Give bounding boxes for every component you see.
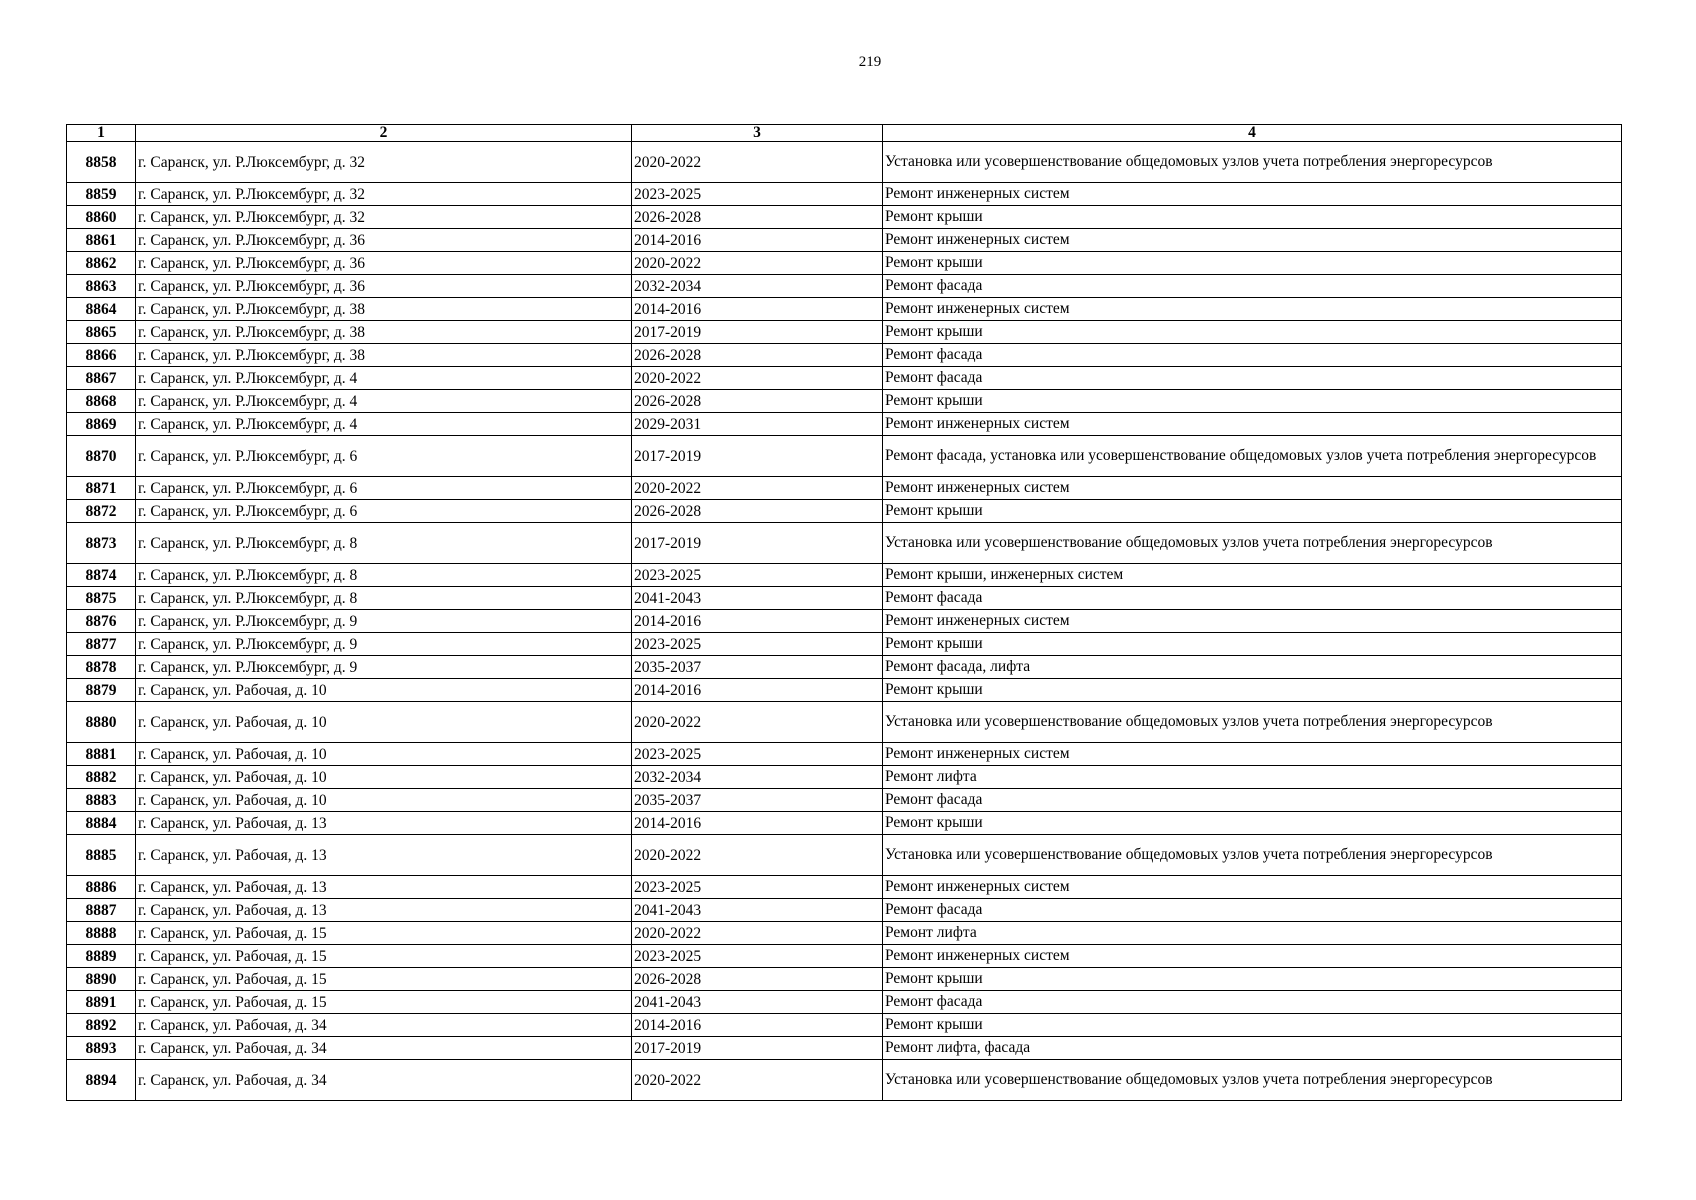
header-col-2: 2: [136, 125, 632, 142]
table-row: [67, 945, 1622, 968]
row-number: 8867: [67, 367, 136, 390]
table-row: [67, 564, 1622, 587]
row-number: 8866: [67, 344, 136, 367]
row-number: 8862: [67, 252, 136, 275]
table-row: [67, 656, 1622, 679]
row-address: г. Саранск, ул. Рабочая, д. 15: [136, 922, 632, 945]
row-work-type: Ремонт инженерных систем: [883, 743, 1622, 766]
row-work-type: Ремонт инженерных систем: [883, 876, 1622, 899]
row-number: 8861: [67, 229, 136, 252]
row-number: 8891: [67, 991, 136, 1014]
table-row: [67, 610, 1622, 633]
row-work-type: Установка или усовершенствование общедомовых узлов учета потребления энергоресурсов: [883, 702, 1622, 743]
row-number: 8883: [67, 789, 136, 812]
row-number: 8870: [67, 436, 136, 477]
table-row: [67, 922, 1622, 945]
row-period: 2020-2022: [632, 922, 883, 945]
row-work-type: Установка или усовершенствование общедомовых узлов учета потребления энергоресурсов: [883, 835, 1622, 876]
row-address: г. Саранск, ул. Р.Люксембург, д. 6: [136, 477, 632, 500]
row-period: 2041-2043: [632, 899, 883, 922]
table-row: [67, 633, 1622, 656]
table-row: [67, 968, 1622, 991]
row-period: 2041-2043: [632, 991, 883, 1014]
row-period: 2023-2025: [632, 633, 883, 656]
repair-schedule-table: [66, 124, 1622, 1101]
row-period: 2014-2016: [632, 679, 883, 702]
row-period: 2041-2043: [632, 587, 883, 610]
row-work-type: Ремонт крыши: [883, 500, 1622, 523]
row-number: 8889: [67, 945, 136, 968]
row-period: 2020-2022: [632, 702, 883, 743]
row-work-type: Ремонт крыши: [883, 633, 1622, 656]
table-row: [67, 702, 1622, 743]
table-row: [67, 789, 1622, 812]
row-number: 8859: [67, 183, 136, 206]
row-number: 8886: [67, 876, 136, 899]
table-body: [67, 142, 1622, 1101]
row-work-type: Ремонт фасада: [883, 587, 1622, 610]
row-address: г. Саранск, ул. Р.Люксембург, д. 36: [136, 275, 632, 298]
row-period: 2014-2016: [632, 610, 883, 633]
table-row: [67, 367, 1622, 390]
table-row: [67, 1037, 1622, 1060]
row-work-type: Ремонт фасада: [883, 275, 1622, 298]
table-row: [67, 229, 1622, 252]
table-row: [67, 587, 1622, 610]
row-address: г. Саранск, ул. Рабочая, д. 13: [136, 899, 632, 922]
row-address: г. Саранск, ул. Р.Люксембург, д. 36: [136, 252, 632, 275]
table-row: [67, 743, 1622, 766]
row-period: 2017-2019: [632, 321, 883, 344]
row-address: г. Саранск, ул. Р.Люксембург, д. 8: [136, 587, 632, 610]
row-work-type: Ремонт крыши: [883, 321, 1622, 344]
row-number: 8875: [67, 587, 136, 610]
table-row: [67, 390, 1622, 413]
row-period: 2032-2034: [632, 275, 883, 298]
header-col-1: 1: [67, 125, 136, 142]
table-row: [67, 812, 1622, 835]
row-period: 2035-2037: [632, 789, 883, 812]
row-address: г. Саранск, ул. Р.Люксембург, д. 9: [136, 610, 632, 633]
table-row: [67, 835, 1622, 876]
row-address: г. Саранск, ул. Р.Люксембург, д. 32: [136, 183, 632, 206]
row-address: г. Саранск, ул. Р.Люксембург, д. 4: [136, 413, 632, 436]
row-number: 8863: [67, 275, 136, 298]
row-number: 8885: [67, 835, 136, 876]
row-work-type: Ремонт фасада: [883, 789, 1622, 812]
row-work-type: Ремонт инженерных систем: [883, 610, 1622, 633]
row-address: г. Саранск, ул. Рабочая, д. 34: [136, 1037, 632, 1060]
table-row: [67, 252, 1622, 275]
row-number: 8869: [67, 413, 136, 436]
table-row: [67, 298, 1622, 321]
row-number: 8858: [67, 142, 136, 183]
row-address: г. Саранск, ул. Р.Люксембург, д. 9: [136, 656, 632, 679]
row-address: г. Саранск, ул. Рабочая, д. 34: [136, 1014, 632, 1037]
table-row: [67, 321, 1622, 344]
header-col-4: 4: [883, 125, 1622, 142]
row-number: 8865: [67, 321, 136, 344]
table-header-row: [67, 125, 1622, 142]
row-period: 2029-2031: [632, 413, 883, 436]
row-period: 2026-2028: [632, 206, 883, 229]
row-work-type: Ремонт фасада: [883, 899, 1622, 922]
row-number: 8894: [67, 1060, 136, 1101]
row-number: 8872: [67, 500, 136, 523]
row-period: 2023-2025: [632, 183, 883, 206]
row-address: г. Саранск, ул. Р.Люксембург, д. 32: [136, 206, 632, 229]
row-period: 2026-2028: [632, 500, 883, 523]
row-address: г. Саранск, ул. Р.Люксембург, д. 38: [136, 321, 632, 344]
row-address: г. Саранск, ул. Рабочая, д. 15: [136, 945, 632, 968]
table-row: [67, 183, 1622, 206]
row-period: 2020-2022: [632, 1060, 883, 1101]
table-row: [67, 876, 1622, 899]
row-work-type: Ремонт фасада: [883, 367, 1622, 390]
row-number: 8877: [67, 633, 136, 656]
row-period: 2023-2025: [632, 876, 883, 899]
row-work-type: Установка или усовершенствование общедомовых узлов учета потребления энергоресурсов: [883, 1060, 1622, 1101]
table-row: [67, 413, 1622, 436]
row-number: 8882: [67, 766, 136, 789]
row-work-type: Ремонт инженерных систем: [883, 229, 1622, 252]
row-period: 2026-2028: [632, 390, 883, 413]
row-number: 8888: [67, 922, 136, 945]
row-period: 2020-2022: [632, 252, 883, 275]
row-work-type: Ремонт фасада, установка или усовершенствование общедомовых узлов учета потребления энергоресурсов: [883, 436, 1622, 477]
table-row: [67, 1014, 1622, 1037]
row-address: г. Саранск, ул. Р.Люксембург, д. 4: [136, 367, 632, 390]
table-row: [67, 436, 1622, 477]
row-number: 8860: [67, 206, 136, 229]
row-number: 8873: [67, 523, 136, 564]
row-work-type: Ремонт инженерных систем: [883, 298, 1622, 321]
row-work-type: Ремонт лифта, фасада: [883, 1037, 1622, 1060]
row-work-type: Ремонт крыши: [883, 252, 1622, 275]
row-work-type: Ремонт фасада: [883, 344, 1622, 367]
row-address: г. Саранск, ул. Рабочая, д. 10: [136, 789, 632, 812]
table-row: [67, 766, 1622, 789]
table-row: [67, 275, 1622, 298]
row-period: 2035-2037: [632, 656, 883, 679]
row-number: 8871: [67, 477, 136, 500]
row-address: г. Саранск, ул. Рабочая, д. 15: [136, 991, 632, 1014]
row-work-type: Установка или усовершенствование общедомовых узлов учета потребления энергоресурсов: [883, 523, 1622, 564]
row-period: 2026-2028: [632, 968, 883, 991]
row-address: г. Саранск, ул. Р.Люксембург, д. 32: [136, 142, 632, 183]
row-address: г. Саранск, ул. Рабочая, д. 10: [136, 743, 632, 766]
row-number: 8881: [67, 743, 136, 766]
table-row: [67, 206, 1622, 229]
row-period: 2014-2016: [632, 229, 883, 252]
row-address: г. Саранск, ул. Р.Люксембург, д. 36: [136, 229, 632, 252]
row-address: г. Саранск, ул. Р.Люксембург, д. 6: [136, 500, 632, 523]
row-work-type: Ремонт инженерных систем: [883, 477, 1622, 500]
row-work-type: Ремонт лифта: [883, 766, 1622, 789]
row-period: 2023-2025: [632, 564, 883, 587]
row-address: г. Саранск, ул. Р.Люксембург, д. 38: [136, 344, 632, 367]
row-period: 2014-2016: [632, 812, 883, 835]
row-period: 2017-2019: [632, 523, 883, 564]
table-row: [67, 991, 1622, 1014]
row-work-type: Ремонт крыши: [883, 812, 1622, 835]
row-address: г. Саранск, ул. Р.Люксембург, д. 4: [136, 390, 632, 413]
row-work-type: Ремонт фасада: [883, 991, 1622, 1014]
row-number: 8893: [67, 1037, 136, 1060]
page-number: 219: [858, 54, 882, 70]
table-row: [67, 477, 1622, 500]
table-row: [67, 344, 1622, 367]
table-row: [67, 679, 1622, 702]
row-work-type: Установка или усовершенствование общедомовых узлов учета потребления энергоресурсов: [883, 142, 1622, 183]
row-address: г. Саранск, ул. Рабочая, д. 13: [136, 876, 632, 899]
row-number: 8887: [67, 899, 136, 922]
row-period: 2026-2028: [632, 344, 883, 367]
row-number: 8874: [67, 564, 136, 587]
row-number: 8880: [67, 702, 136, 743]
row-work-type: Ремонт крыши: [883, 968, 1622, 991]
row-period: 2032-2034: [632, 766, 883, 789]
row-work-type: Ремонт крыши: [883, 679, 1622, 702]
row-number: 8864: [67, 298, 136, 321]
row-number: 8876: [67, 610, 136, 633]
row-address: г. Саранск, ул. Рабочая, д. 10: [136, 702, 632, 743]
row-number: 8879: [67, 679, 136, 702]
row-work-type: Ремонт крыши, инженерных систем: [883, 564, 1622, 587]
row-number: 8878: [67, 656, 136, 679]
row-number: 8892: [67, 1014, 136, 1037]
table-row: [67, 500, 1622, 523]
row-address: г. Саранск, ул. Рабочая, д. 15: [136, 968, 632, 991]
row-period: 2020-2022: [632, 477, 883, 500]
row-address: г. Саранск, ул. Р.Люксембург, д. 6: [136, 436, 632, 477]
row-address: г. Саранск, ул. Р.Люксембург, д. 8: [136, 564, 632, 587]
row-number: 8890: [67, 968, 136, 991]
row-period: 2014-2016: [632, 298, 883, 321]
table-row: [67, 1060, 1622, 1101]
row-address: г. Саранск, ул. Р.Люксембург, д. 8: [136, 523, 632, 564]
row-period: 2014-2016: [632, 1014, 883, 1037]
row-period: 2023-2025: [632, 743, 883, 766]
table-row: [67, 523, 1622, 564]
row-period: 2017-2019: [632, 1037, 883, 1060]
table-row: [67, 142, 1622, 183]
row-address: г. Саранск, ул. Р.Люксембург, д. 9: [136, 633, 632, 656]
row-period: 2023-2025: [632, 945, 883, 968]
row-address: г. Саранск, ул. Рабочая, д. 34: [136, 1060, 632, 1101]
row-work-type: Ремонт лифта: [883, 922, 1622, 945]
row-work-type: Ремонт инженерных систем: [883, 183, 1622, 206]
row-address: г. Саранск, ул. Рабочая, д. 13: [136, 835, 632, 876]
row-period: 2020-2022: [632, 367, 883, 390]
row-work-type: Ремонт инженерных систем: [883, 413, 1622, 436]
row-address: г. Саранск, ул. Рабочая, д. 13: [136, 812, 632, 835]
row-work-type: Ремонт фасада, лифта: [883, 656, 1622, 679]
row-address: г. Саранск, ул. Рабочая, д. 10: [136, 766, 632, 789]
row-work-type: Ремонт инженерных систем: [883, 945, 1622, 968]
row-work-type: Ремонт крыши: [883, 390, 1622, 413]
row-period: 2020-2022: [632, 142, 883, 183]
row-address: г. Саранск, ул. Рабочая, д. 10: [136, 679, 632, 702]
row-address: г. Саранск, ул. Р.Люксембург, д. 38: [136, 298, 632, 321]
row-work-type: Ремонт крыши: [883, 206, 1622, 229]
row-period: 2017-2019: [632, 436, 883, 477]
row-number: 8884: [67, 812, 136, 835]
row-period: 2020-2022: [632, 835, 883, 876]
row-number: 8868: [67, 390, 136, 413]
row-work-type: Ремонт крыши: [883, 1014, 1622, 1037]
table-row: [67, 899, 1622, 922]
header-col-3: 3: [632, 125, 883, 142]
